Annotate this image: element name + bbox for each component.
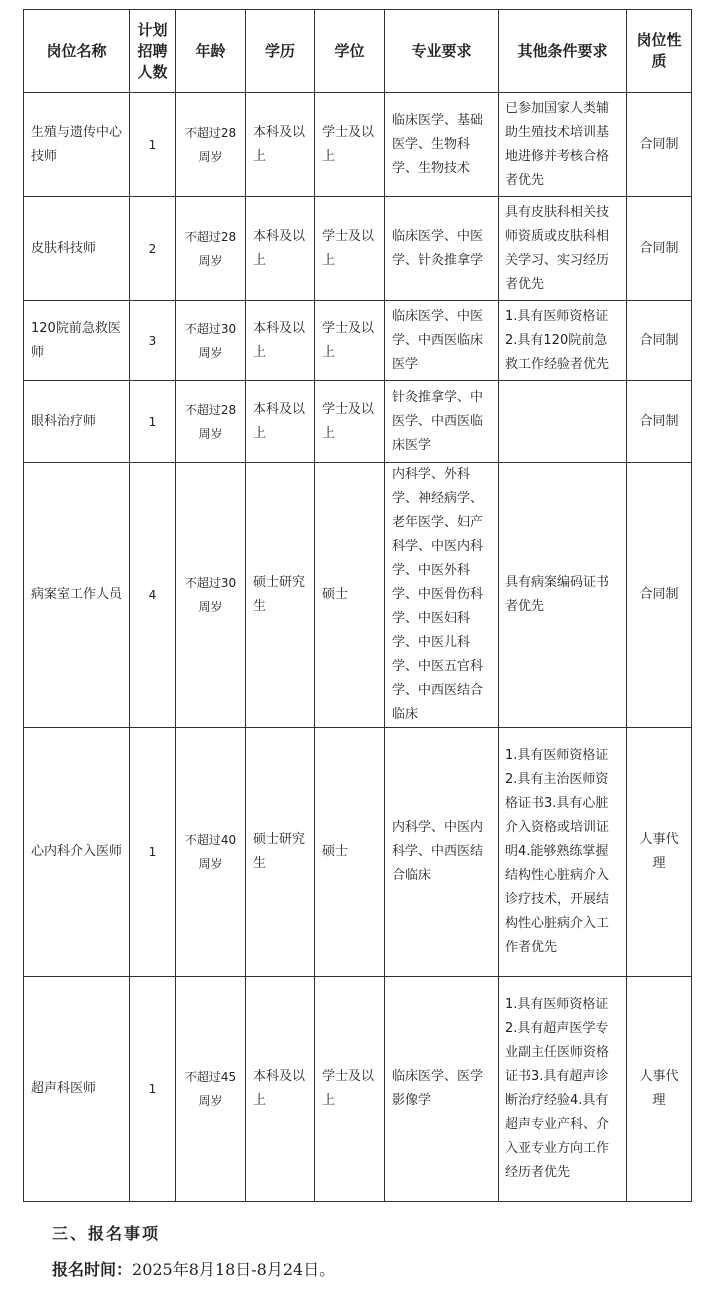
header-planned-count: 计划招聘人数 — [130, 10, 176, 93]
position-nature-cell: 人事代理 — [627, 977, 692, 1202]
position-nature-cell: 合同制 — [627, 301, 692, 381]
major-cell: 内科学、中医内科学、中西医结合临床 — [385, 728, 499, 977]
degree-cell: 学士及以上 — [315, 977, 385, 1202]
major-cell: 临床医学、医学影像学 — [385, 977, 499, 1202]
recruitment-table — [23, 9, 692, 1202]
degree-cell: 学士及以上 — [315, 197, 385, 301]
table-row — [24, 728, 692, 977]
degree-cell: 学士及以上 — [315, 93, 385, 197]
other-requirements-cell: 已参加国家人类辅助生殖技术培训基地进修并考核合格者优先 — [499, 93, 627, 197]
count-cell: 1 — [130, 381, 176, 463]
registration-time-label: 报名时间： — [52, 1260, 133, 1279]
degree-cell: 学士及以上 — [315, 381, 385, 463]
header-other-requirements: 其他条件要求 — [499, 10, 627, 93]
major-cell: 临床医学、基础医学、生物科学、生物技术 — [385, 93, 499, 197]
table-row — [24, 197, 692, 301]
registration-time-value: 2025年8月18日-8月24日。 — [132, 1260, 336, 1279]
education-cell: 本科及以上 — [246, 93, 315, 197]
header-major: 专业要求 — [385, 10, 499, 93]
age-cell: 不超过30周岁 — [176, 301, 246, 381]
position-name-cell: 皮肤科技师 — [24, 197, 130, 301]
position-nature-cell: 人事代理 — [627, 728, 692, 977]
major-cell: 临床医学、中医学、中西医临床医学 — [385, 301, 499, 381]
major-cell: 内科学、外科学、神经病学、老年医学、妇产科学、中医内科学、中医外科学、中医骨伤科学、中医妇科学、中医儿科学、中医五官科学、中西医结合临床 — [385, 463, 499, 728]
education-cell: 本科及以上 — [246, 381, 315, 463]
count-cell: 2 — [130, 197, 176, 301]
other-requirements-cell — [499, 381, 627, 463]
education-cell: 本科及以上 — [246, 197, 315, 301]
degree-cell: 硕士 — [315, 728, 385, 977]
education-cell: 本科及以上 — [246, 301, 315, 381]
count-cell: 4 — [130, 463, 176, 728]
table-row — [24, 977, 692, 1202]
other-requirements-cell: 1.具有医师资格证2.具有超声医学专业副主任医师资格证书3.具有超声诊断治疗经验4.具有超声专业产科、介入亚专业方向工作经历者优先 — [499, 977, 627, 1202]
age-cell: 不超过28周岁 — [176, 93, 246, 197]
position-nature-cell: 合同制 — [627, 197, 692, 301]
header-education: 学历 — [246, 10, 315, 93]
position-name-cell: 病案室工作人员 — [24, 463, 130, 728]
degree-cell: 学士及以上 — [315, 301, 385, 381]
age-cell: 不超过40周岁 — [176, 728, 246, 977]
education-cell: 硕士研究生 — [246, 728, 315, 977]
table-header-row — [24, 10, 692, 93]
position-name-cell: 生殖与遗传中心技师 — [24, 93, 130, 197]
count-cell: 1 — [130, 93, 176, 197]
section-heading: 三、报名事项 — [52, 1224, 161, 1243]
registration-time — [52, 1257, 335, 1280]
count-cell: 1 — [130, 977, 176, 1202]
other-requirements-cell: 1.具有医师资格证2.具有120院前急救工作经验者优先 — [499, 301, 627, 381]
major-cell: 临床医学、中医学、针灸推拿学 — [385, 197, 499, 301]
position-nature-cell: 合同制 — [627, 463, 692, 728]
age-cell: 不超过45周岁 — [176, 977, 246, 1202]
table-row — [24, 463, 692, 728]
header-degree: 学位 — [315, 10, 385, 93]
age-cell: 不超过30周岁 — [176, 463, 246, 728]
table-row — [24, 93, 692, 197]
header-position-name: 岗位名称 — [24, 10, 130, 93]
position-name-cell: 120院前急救医师 — [24, 301, 130, 381]
other-requirements-cell: 具有病案编码证书者优先 — [499, 463, 627, 728]
position-nature-cell: 合同制 — [627, 381, 692, 463]
major-cell: 针灸推拿学、中医学、中西医临床医学 — [385, 381, 499, 463]
position-name-cell: 超声科医师 — [24, 977, 130, 1202]
other-requirements-cell: 具有皮肤科相关技师资质或皮肤科相关学习、实习经历者优先 — [499, 197, 627, 301]
count-cell: 3 — [130, 301, 176, 381]
other-requirements-cell: 1.具有医师资格证2.具有主治医师资格证书3.具有心脏介入资格或培训证明4.能够熟练掌握结构性心脏病介入诊疗技术，开展结构性心脏病介入工作者优先 — [499, 728, 627, 977]
education-cell: 硕士研究生 — [246, 463, 315, 728]
position-name-cell: 眼科治疗师 — [24, 381, 130, 463]
degree-cell: 硕士 — [315, 463, 385, 728]
table-row — [24, 381, 692, 463]
table-row — [24, 301, 692, 381]
age-cell: 不超过28周岁 — [176, 197, 246, 301]
age-cell: 不超过28周岁 — [176, 381, 246, 463]
position-nature-cell: 合同制 — [627, 93, 692, 197]
header-age: 年龄 — [176, 10, 246, 93]
education-cell: 本科及以上 — [246, 977, 315, 1202]
header-position-nature: 岗位性质 — [627, 10, 692, 93]
position-name-cell: 心内科介入医师 — [24, 728, 130, 977]
count-cell: 1 — [130, 728, 176, 977]
